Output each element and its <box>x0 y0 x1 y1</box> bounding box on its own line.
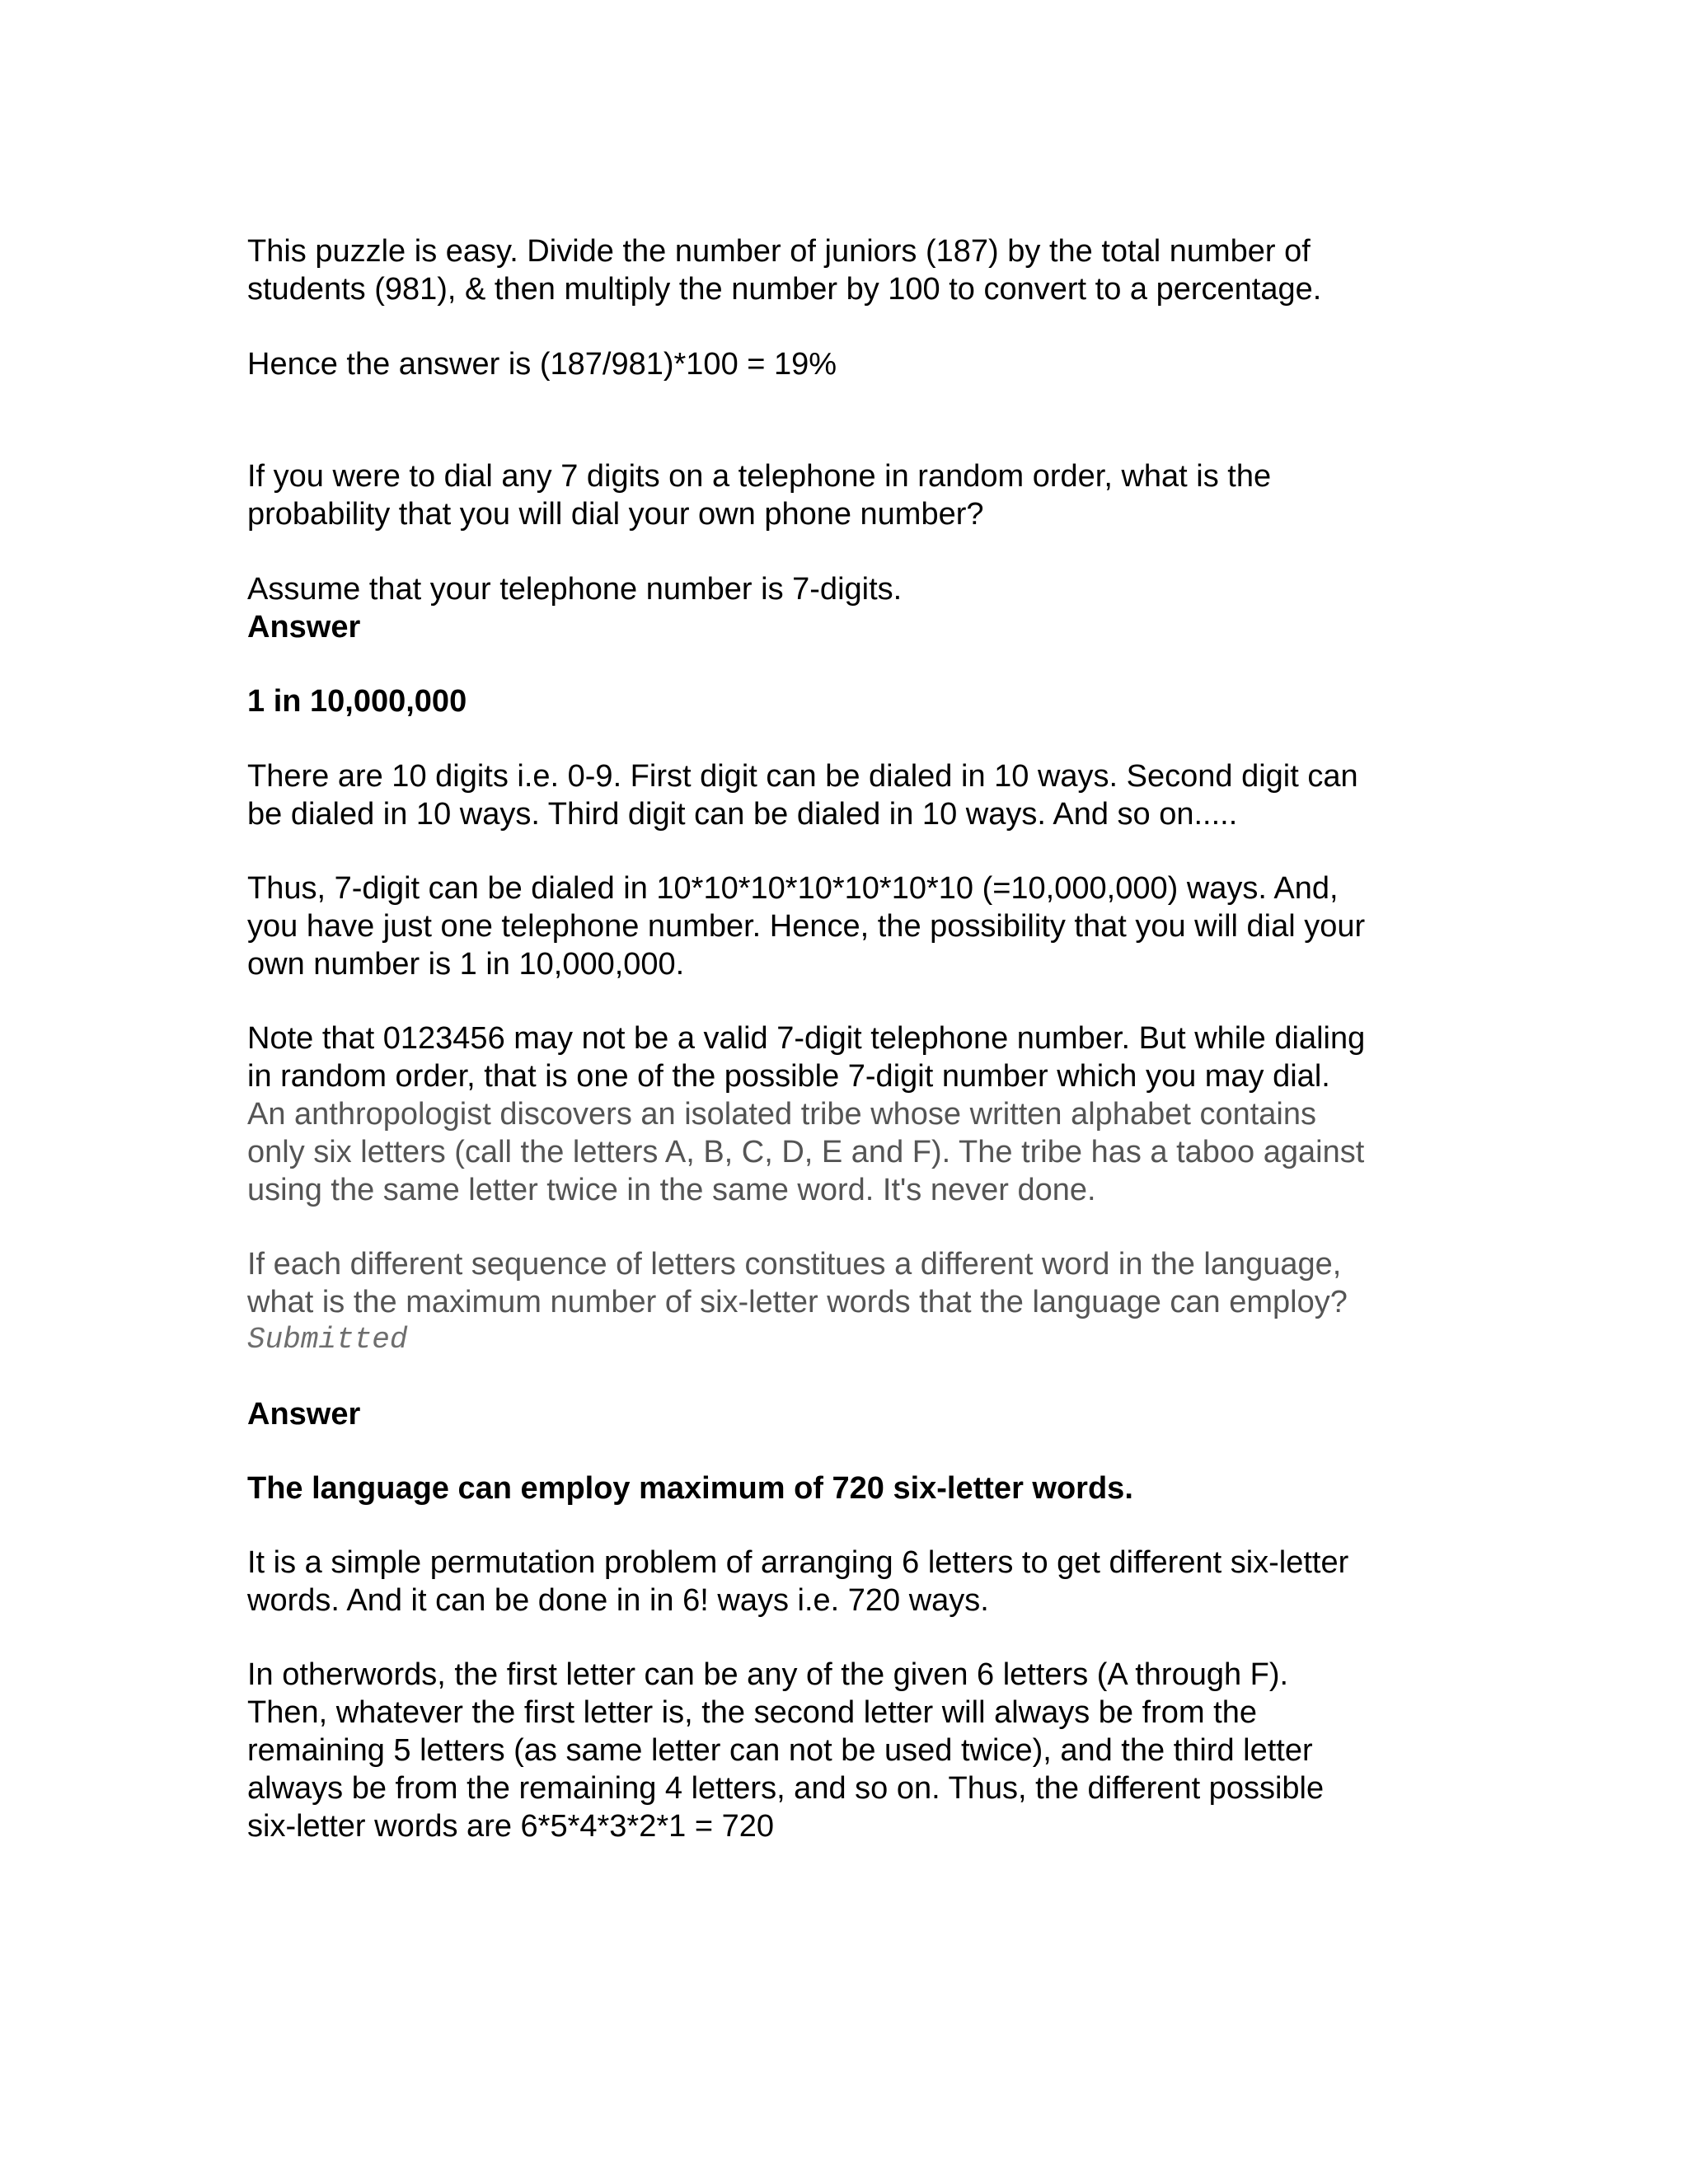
text-line: always be from the remaining 4 letters, and so on. Thus, the different possible <box>247 1771 1325 1806</box>
text-line: Then, whatever the first letter is, the second letter will always be from the <box>247 1695 1257 1730</box>
text-line: Assume that your telephone number is 7-digits. <box>247 572 903 607</box>
text-line: remaining 5 letters (as same letter can not be used twice), and the third letter <box>247 1733 1313 1768</box>
answer-text: 1 in 10,000,000 <box>247 684 467 719</box>
text-line: be dialed in 10 ways. Third digit can be dialed in 10 ways. And so on..... <box>247 797 1238 832</box>
text-line: in random order, that is one of the possible 7-digit number which you may dial. <box>247 1059 1330 1094</box>
text-line: six-letter words are 6*5*4*3*2*1 = 720 <box>247 1809 774 1844</box>
text-line: own number is 1 in 10,000,000. <box>247 947 685 982</box>
puzzle-line: An anthropologist discovers an isolated tribe whose written alphabet contains <box>247 1097 1316 1132</box>
answer-heading: Answer <box>247 1397 361 1432</box>
text-line: In otherwords, the first letter can be any of the given 6 letters (A through F). <box>247 1657 1289 1692</box>
text-line: If you were to dial any 7 digits on a telephone in random order, what is the <box>247 459 1272 494</box>
text-line: words. And it can be done in in 6! ways i.e. 720 ways. <box>247 1583 989 1618</box>
submitted-label: Submitted <box>247 1323 408 1357</box>
text-line: you have just one telephone number. Hence, the possibility that you will dial your <box>247 909 1366 944</box>
answer-text: The language can employ maximum of 720 six-letter words. <box>247 1471 1133 1506</box>
text-line: Thus, 7-digit can be dialed in 10*10*10*10*10*10*10 (=10,000,000) ways. And, <box>247 871 1339 906</box>
puzzle-line: If each different sequence of letters constitues a different word in the language, <box>247 1247 1342 1282</box>
text-line: It is a simple permutation problem of arranging 6 letters to get different six-letter <box>247 1545 1349 1580</box>
text-line: There are 10 digits i.e. 0-9. First digit can be dialed in 10 ways. Second digit can <box>247 759 1358 794</box>
text-line: This puzzle is easy. Divide the number of juniors (187) by the total number of <box>247 234 1311 269</box>
text-line: probability that you will dial your own phone number? <box>247 497 984 532</box>
puzzle-line: using the same letter twice in the same word. It's never done. <box>247 1173 1096 1207</box>
text-line: Hence the answer is (187/981)*100 = 19% <box>247 347 837 382</box>
text-line: Note that 0123456 may not be a valid 7-digit telephone number. But while dialing <box>247 1021 1366 1056</box>
puzzle-line: what is the maximum number of six-letter words that the language can employ? <box>247 1285 1348 1319</box>
answer-heading: Answer <box>247 610 361 644</box>
puzzle-line: only six letters (call the letters A, B, C, D, E and F). The tribe has a taboo against <box>247 1135 1365 1169</box>
text-line: students (981), & then multiply the number by 100 to convert to a percentage. <box>247 272 1322 307</box>
